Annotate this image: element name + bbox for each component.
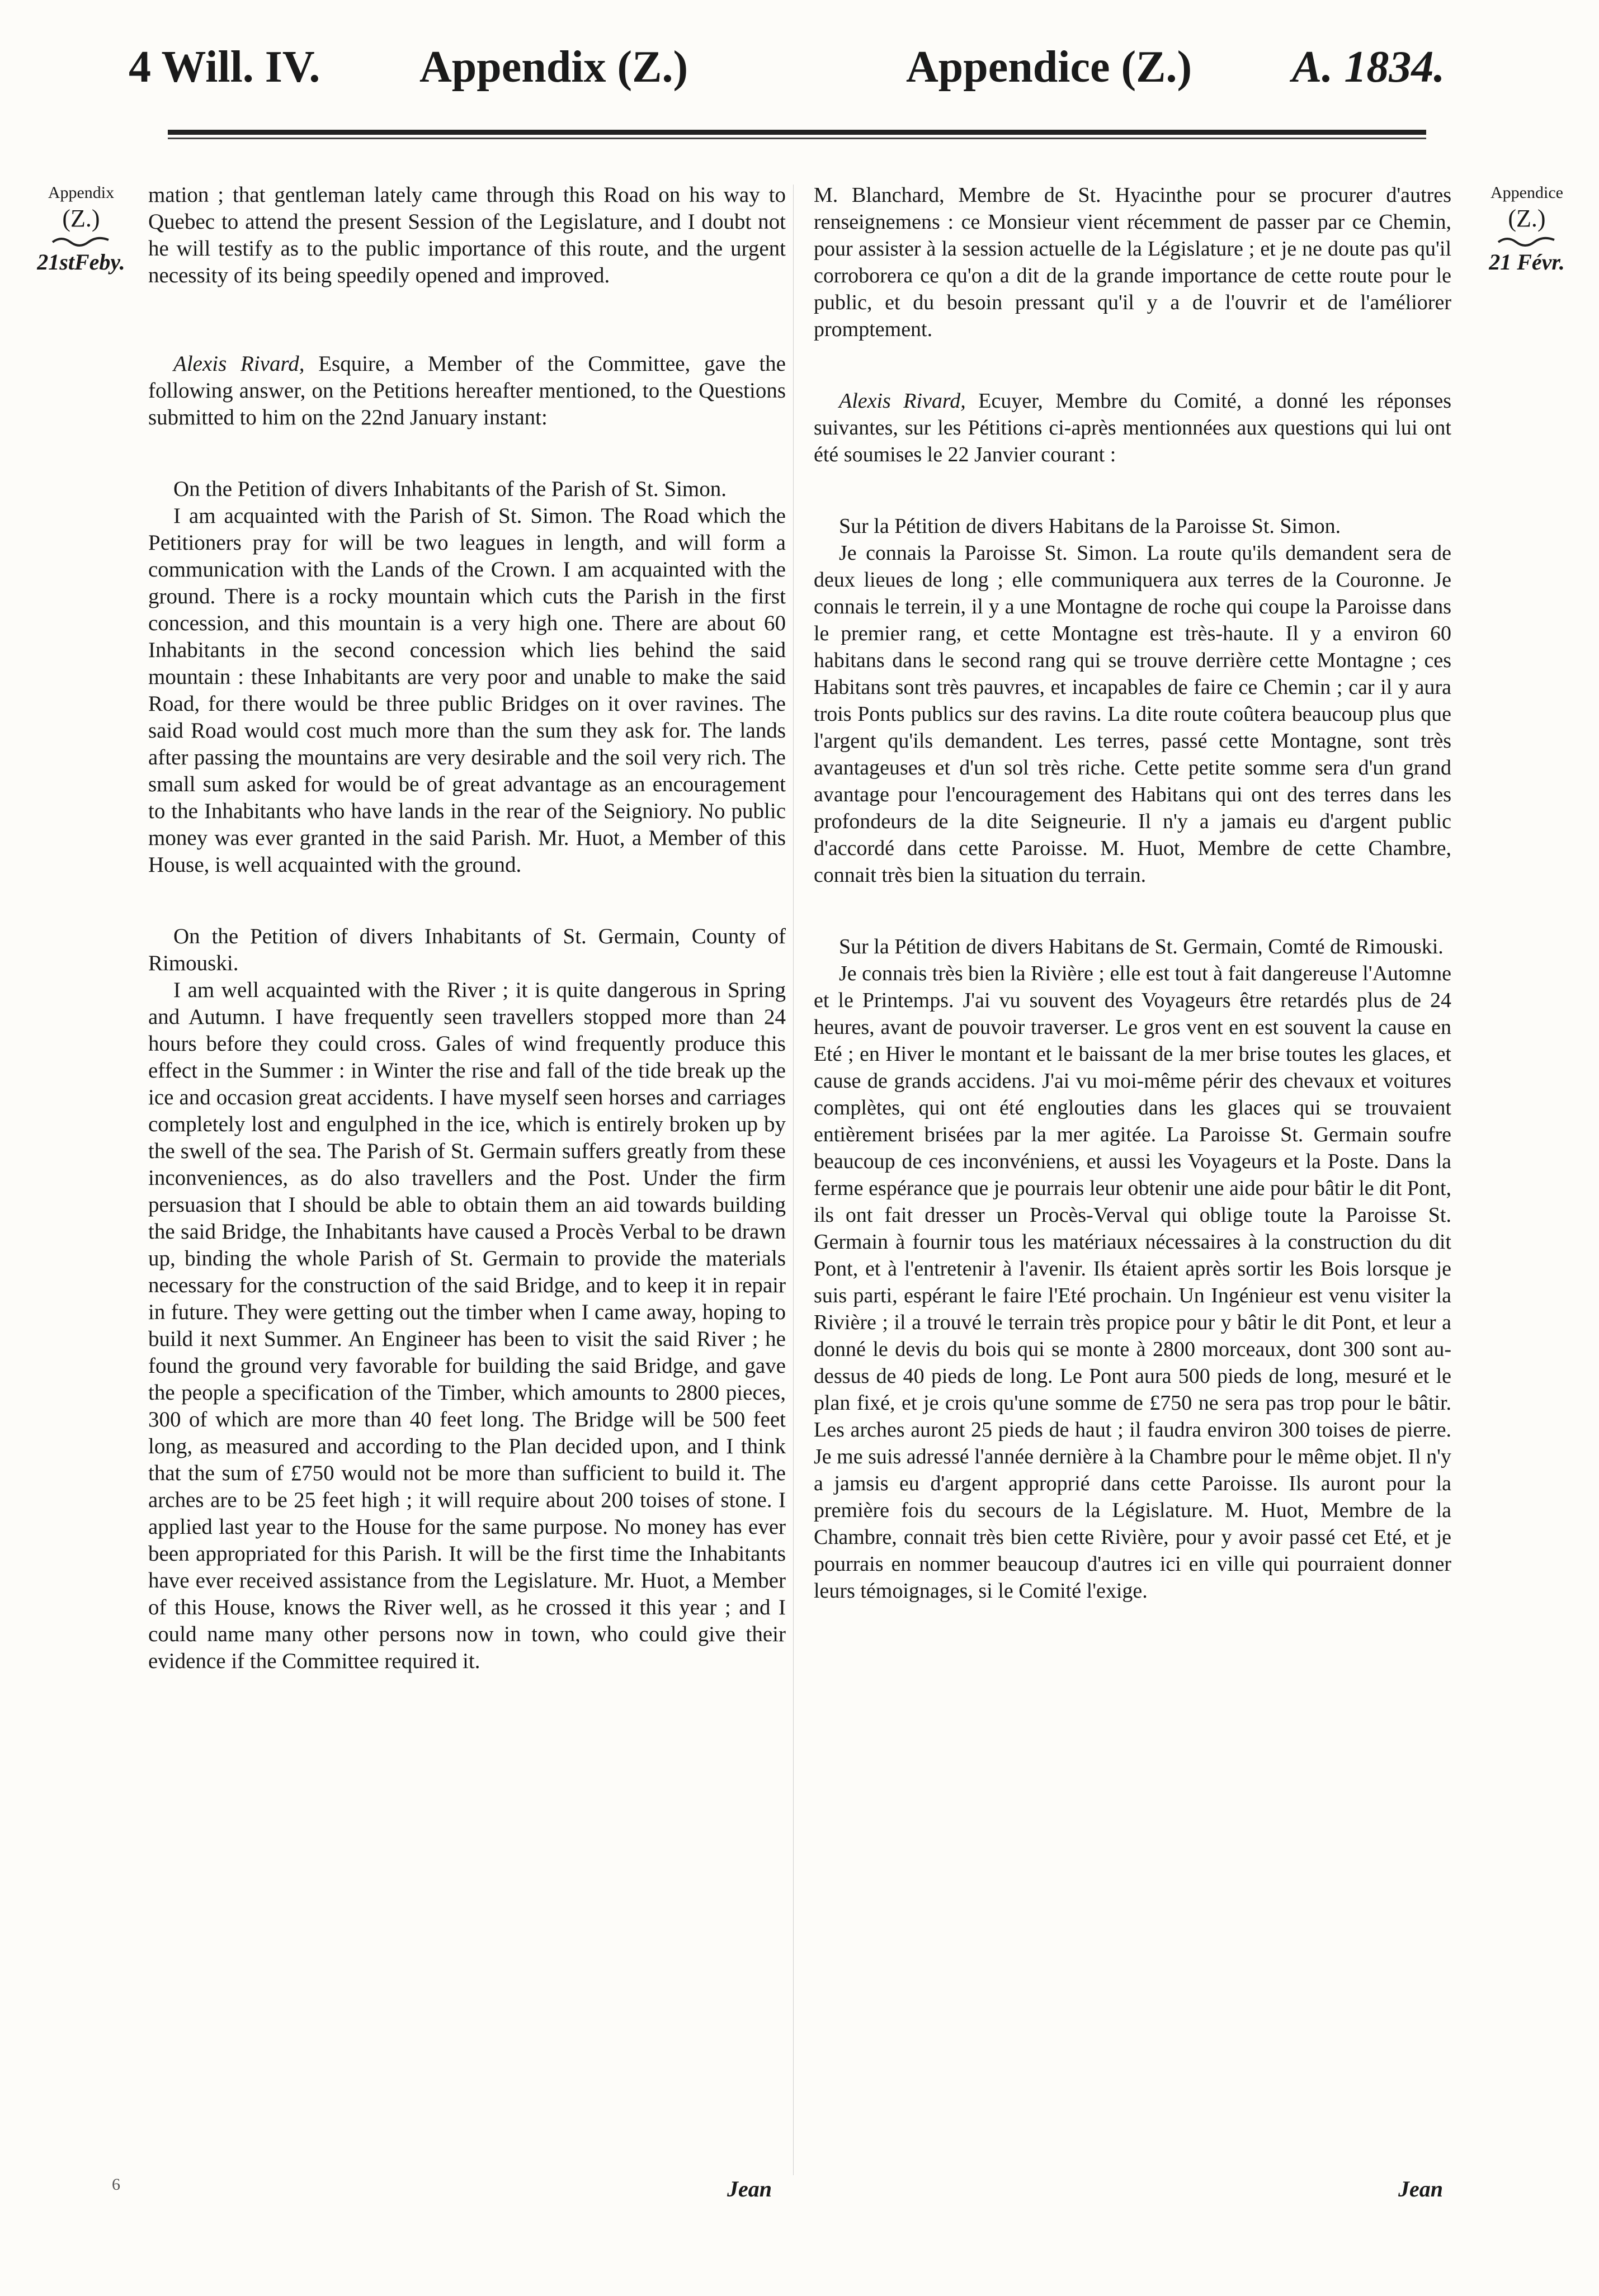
margin-date: 21 Févr. [1489, 249, 1565, 275]
paragraph: mation ; that gentleman lately came through this Road on his way to Quebec to attend the present Session of the Legislature, and I doubt not he will testify as to the public importance of this route, and the urgent necessity of its being speedily opened and improved. [148, 183, 786, 287]
paragraph: M. Blanchard, Membre de St. Hyacinthe pour se procurer d'autres renseignemens : ce Monsieur vient récemment de passer par ce Chemin, pour assister à la session actuelle de la Législature ; et je ne doute pas qu'il corroborera ce qu'on a dit de la grande importance de cette route pour le public, et du besoin pressant qu'il y a de l'ouvrir et de l'améliorer promptement. [814, 183, 1451, 341]
paragraph [814, 388, 1451, 468]
catchword-right: Jean [1398, 2176, 1443, 2201]
french-column [814, 182, 1451, 1604]
header-rule-thick [168, 130, 1426, 135]
right-margin-note [1468, 182, 1586, 276]
petition-heading: On the Petition of divers Inhabitants of St. Germain, County of Rimouski. [148, 924, 786, 975]
regnal-year: 4 Will. IV. [129, 42, 320, 92]
flourish-icon [1496, 234, 1558, 248]
column-divider [793, 185, 794, 2175]
margin-appendix-label: Appendix [48, 183, 115, 202]
english-column [148, 182, 786, 1675]
appendix-title-fr: Appendice (Z.) [906, 42, 1192, 92]
page-mark: 6 [112, 2175, 120, 2194]
paragraph [148, 351, 786, 431]
paragraph: I am well acquainted with the River ; it is quite dangerous in Spring and Autumn. I have frequently seen travellers stopped more than 24 hours before they could cross. Gales of wind frequently produce this effect in the Summer : in Winter the rise and fall of the tide break up the ice and occasion great accidents. I have myself seen horses and carriages completely lost and engulphed in the ice, which is entirely broken up by the swell of the sea. The Parish of St. Germain suffers greatly from these inconveniences, as do also travellers and the Post. Under the firm persuasion that I should be able to obtain them an aid towards building the said Bridge, the Inhabitants have caused a Procès Verbal to be drawn up, binding the whole Parish of St. Germain to provide the materials necessary for the construction of the said Bridge, and to keep it in repair in future. They were getting out the timber when I came away, hoping to build it next Summer. An Engineer has been to visit the said River ; he found the ground very favorable for building the said Bridge, and gave the people a specification of the Timber, which amounts to 2800 pieces, 300 of which are more than 40 feet long. The Bridge will be 500 feet long, as measured and according to the Plan decided upon, and I think that the sum of £750 would not be more than sufficient to build it. The arches are to be 25 feet high ; it will require about 200 toises of stone. I applied last year to the House for the same purpose. No money has ever been appropriated for this Parish. It will be the first time the Inhabitants have ever received assistance from the Legislature. Mr. Huot, a Member of this House, knows the River well, as he crossed it this year ; and I could name many other persons now in town, who could give their evidence if the Committee required it. [148, 978, 786, 1673]
calendar-year: A. 1834. [1292, 42, 1445, 92]
paragraph-text: Ecuyer, Membre du Comité, a donné les réponses suivantes, sur les Pétitions ci-après mentionnées aux questions qui lui ont été soumises le 22 Janvier courant : [814, 389, 1451, 466]
paragraph: Je connais très bien la Rivière ; elle est tout à fait dangereuse l'Automne et le Printemps. J'ai vu souvent des Voyageurs être retardés plus de 24 heures, avant de pouvoir traverser. Le gros vent en est souvent la cause en Eté ; en Hiver le montant et le baissant de la mer brise toutes les glaces, et cause de grands accidens. J'ai vu moi-même périr des chevaux et voitures complètes, qui ont été englouties dans les glaces qui se trouvaient entièrement brisées par la mer agitée. La Paroisse St. Germain soufre beaucoup de ces inconvéniens, et aussi les Voyageurs et la Poste. Dans la ferme espérance que je pourrais leur obtenir une aide pour bâtir le dit Pont, ils ont fait dresser un Procès-Verval qui oblige toute la Paroisse St. Germain à fournir tous les matériaux nécessaires à la construction du dit Pont, et à l'entretenir à l'avenir. Ils étaient après sortir les Bois lorsque je suis parti, espérant le faire l'Eté prochain. Un Ingénieur est venu visiter la Rivière ; il a trouvé le terrain très propice pour y bâtir le dit Pont, et leur a donné le devis du bois qui se monte à 2800 morceaux, dont 300 sont au-dessus de 40 pieds de long. Le Pont aura 500 pieds de long, mesuré et le plan fixé, et je crois qu'une somme de £750 ne sera pas trop pour le bâtir. Les arches auront 25 pieds de haut ; il faudra environ 300 toises de pierre. Je me suis adressé l'année dernière à la Chambre pour le même objet. Il n'y a jamsis eu d'argent approprié dans cette Paroisse. Ils auront pour la première fois du secours de la Législature. M. Huot, Membre de la Chambre, connait très bien cette Rivière, pour y avoir passé cet Eté, et je pourrais en nommer beaucoup d'autres ici en ville qui pourraient donner leurs témoignages, si le Comité l'exige. [814, 962, 1451, 1603]
margin-appendix-label: Appendice [1490, 183, 1563, 202]
paragraph-text: Esquire, a Member of the Committee, gave the following answer, on the Petitions hereafter mentioned, to the Questions submitted to him on the 22nd January instant: [148, 352, 786, 429]
petition-heading: Sur la Pétition de divers Habitans de la Paroisse St. Simon. [839, 514, 1341, 538]
witness-name: Alexis Rivard, [173, 352, 305, 376]
flourish-icon [50, 234, 112, 248]
catchword-left: Jean [727, 2176, 772, 2201]
page-header [0, 0, 1599, 151]
margin-appendix-z: (Z.) [62, 205, 100, 232]
margin-date: 21stFeby. [37, 249, 125, 275]
margin-appendix-z: (Z.) [1508, 205, 1546, 232]
header-rule-thin [168, 138, 1426, 139]
paragraph: I am acquainted with the Parish of St. Simon. The Road which the Petitioners pray for will be two leagues in length, and will form a communication with the Lands of the Crown. I am acquainted with the ground. There is a rocky mountain which cuts the Parish in the first concession, and this mountain is a very high one. There are about 60 Inhabitants in the second concession which lies behind the said mountain : these Inhabitants are very poor and unable to make the said Road, for there would be three public Bridges on it over ravines. The said Road would cost much more than the sum they ask for. The lands after passing the mountains are very desirable and the soil very rich. The small sum asked for would be of great advantage as an encouragement to the Inhabitants who have lands in the rear of the Seigniory. No public money was ever granted in the said Parish. Mr. Huot, a Member of this House, is well acquainted with the ground. [148, 504, 786, 877]
appendix-title-en: Appendix (Z.) [419, 42, 688, 92]
left-margin-note [22, 182, 140, 276]
petition-heading: On the Petition of divers Inhabitants of the Parish of St. Simon. [173, 477, 727, 501]
petition-heading: Sur la Pétition de divers Habitans de St. Germain, Comté de Rimouski. [839, 935, 1444, 958]
paragraph: Je connais la Paroisse St. Simon. La route qu'ils demandent sera de deux lieues de long ; elle communiquera aux terres de la Couronne. Je connais le terrein, il y a une Montagne de roche qui coupe la Paroisse dans le premier rang, et cette Montagne est très-haute. Il y a environ 60 habitans dans le second rang qui se trouve derrière cette Montagne ; ces Habitans sont très pauvres, et incapables de faire ce Chemin ; car il y aura trois Ponts publics sur des ravins. La dite route coûtera beaucoup plus que l'argent qu'ils demandent. Les terres, passé cette Montagne, sont très avantageuses et d'un sol très riche. Cette petite somme sera d'un grand avantage pour l'encouragement des Habitans qui ont des terres dans les profondeurs de la dite Seigneurie. Il n'y a jamais eu d'argent public d'accordé dans cette Paroisse. M. Huot, Membre de cette Chambre, connait très bien la situation du terrain. [814, 541, 1451, 887]
witness-name: Alexis Rivard, [839, 389, 966, 413]
